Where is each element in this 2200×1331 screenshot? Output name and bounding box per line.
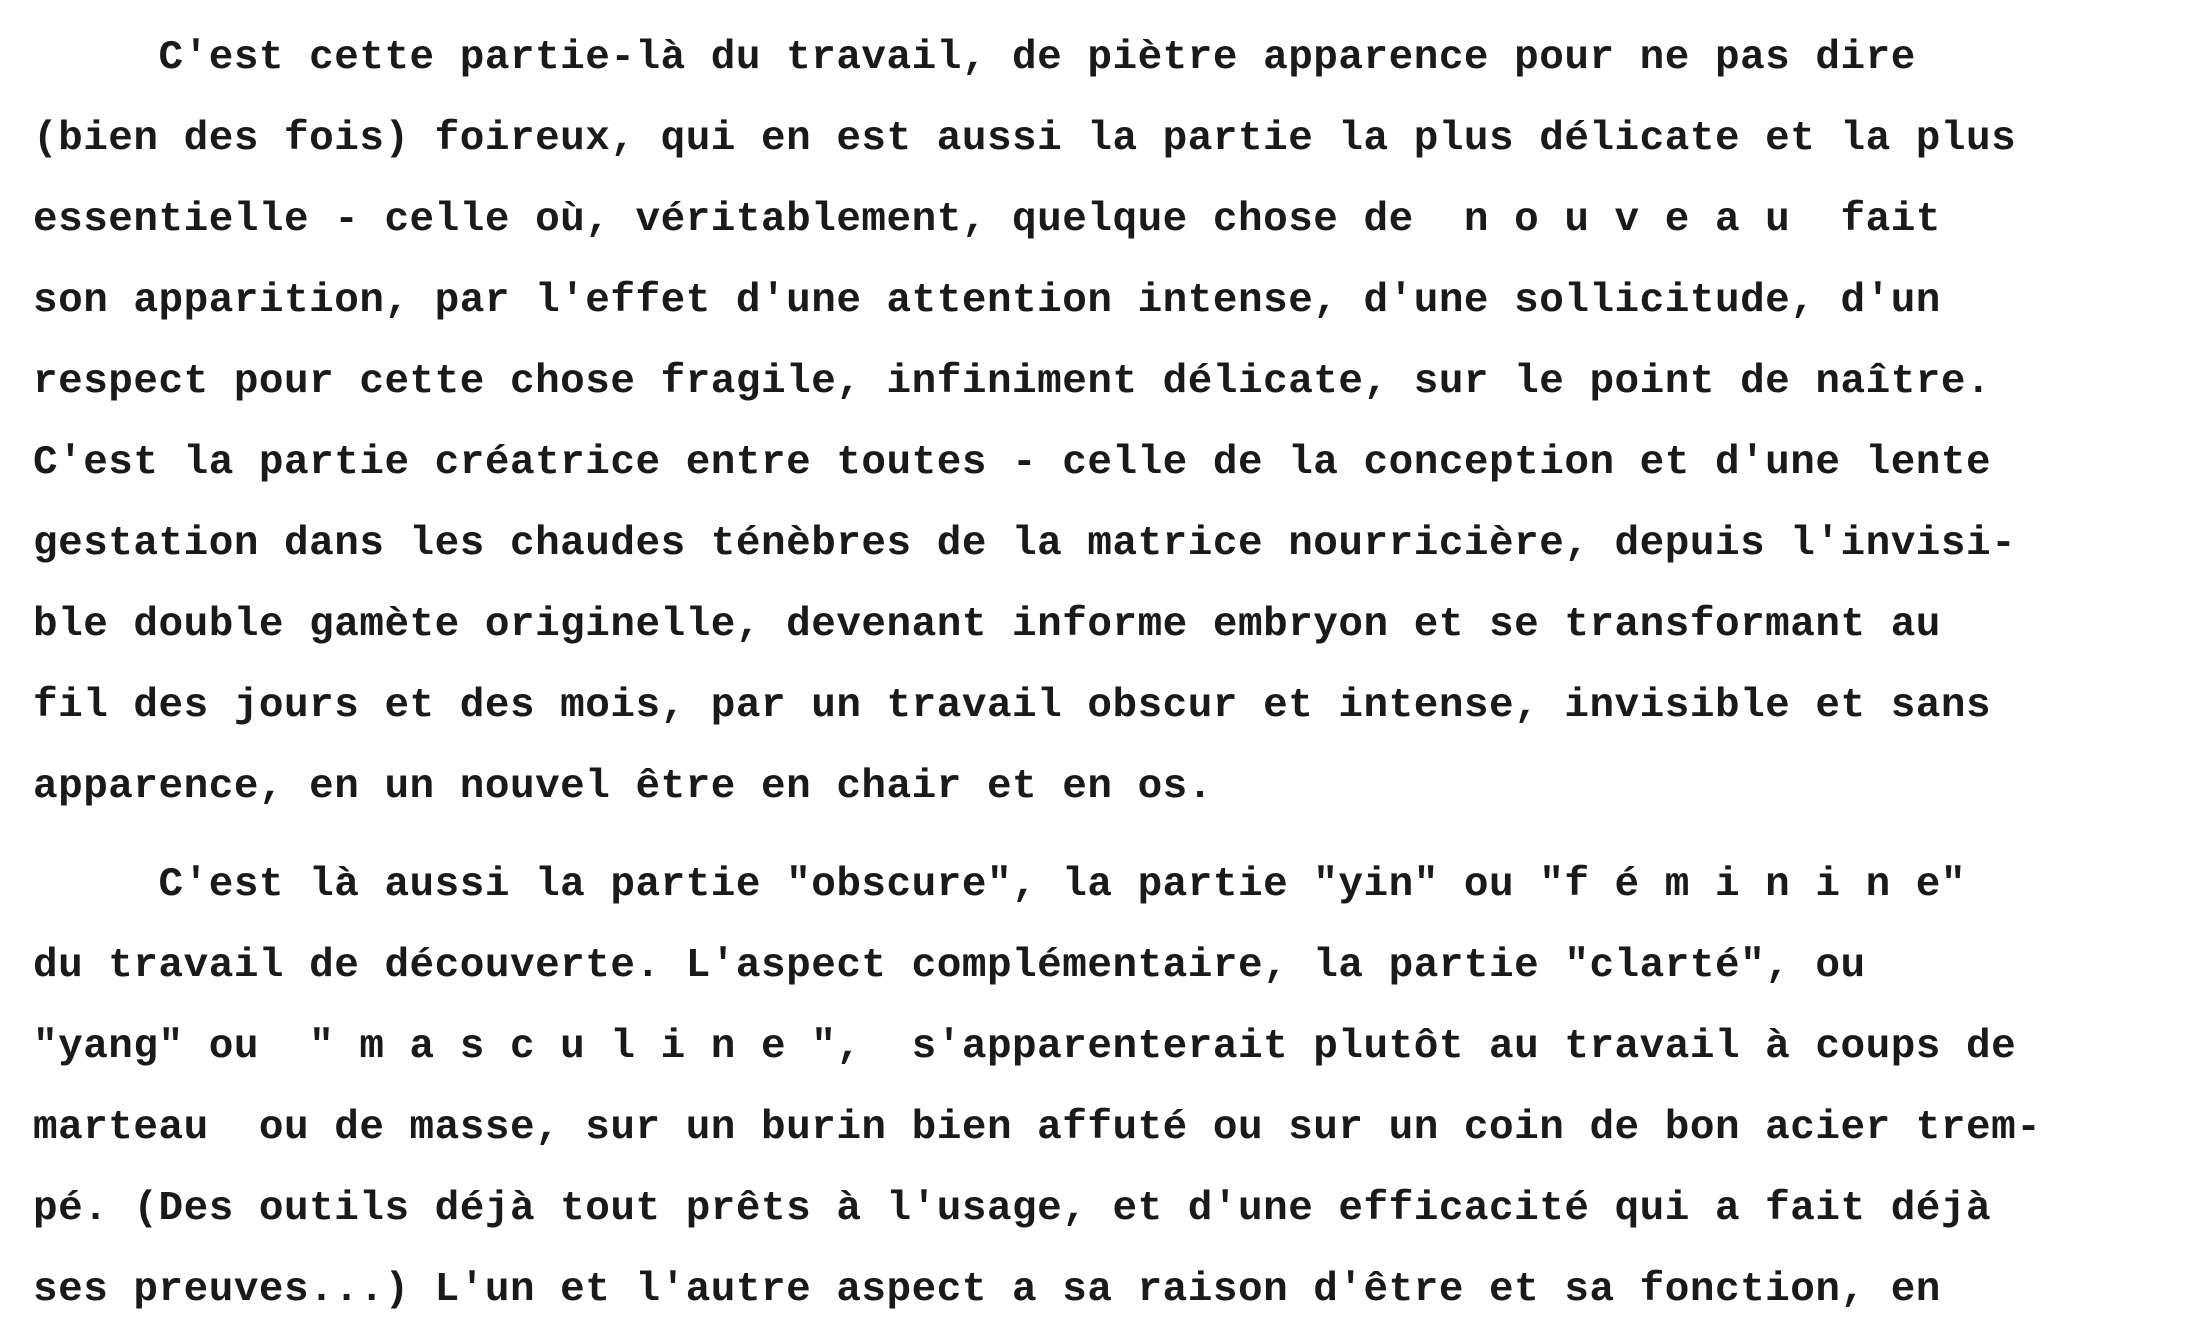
text-line: respect pour cette chose fragile, infiniment délicate, sur le point de naître. bbox=[33, 359, 1992, 405]
text-line: ses preuves...) L'un et l'autre aspect a sa raison d'être et sa fonction, en bbox=[33, 1267, 1941, 1313]
text-line: C'est cette partie-là du travail, de piètre apparence pour ne pas dire bbox=[33, 35, 1916, 81]
text-line: pé. (Des outils déjà tout prêts à l'usage, et d'une efficacité qui a fait déjà bbox=[33, 1186, 1992, 1232]
text-line: C'est là aussi la partie "obscure", la partie "yin" ou "f é m i n i n e" bbox=[33, 862, 1967, 908]
text-line: fil des jours et des mois, par un travail obscur et intense, invisible et sans bbox=[33, 683, 1992, 729]
text-line: ble double gamète originelle, devenant informe embryon et se transformant au bbox=[33, 602, 1941, 648]
text-line: marteau ou de masse, sur un burin bien affuté ou sur un coin de bon acier trem- bbox=[33, 1105, 2042, 1151]
paragraph-1 bbox=[33, 18, 2183, 828]
text-line: "yang" ou " m a s c u l i n e ", s'apparenterait plutôt au travail à coups de bbox=[33, 1024, 2017, 1070]
text-line: apparence, en un nouvel être en chair et en os. bbox=[33, 764, 1213, 810]
text-line: du travail de découverte. L'aspect complémentaire, la partie "clarté", ou bbox=[33, 943, 1866, 989]
text-line: C'est la partie créatrice entre toutes - celle de la conception et d'une lente bbox=[33, 440, 1992, 486]
paragraph-2 bbox=[33, 845, 2183, 1331]
text-line: essentielle - celle où, véritablement, quelque chose de n o u v e a u fait bbox=[33, 197, 1941, 243]
text-line: (bien des fois) foireux, qui en est aussi la partie la plus délicate et la plus bbox=[33, 116, 2017, 162]
text-line: son apparition, par l'effet d'une attention intense, d'une sollicitude, d'un bbox=[33, 278, 1941, 324]
text-line: gestation dans les chaudes ténèbres de la matrice nourricière, depuis l'invisi- bbox=[33, 521, 2017, 567]
